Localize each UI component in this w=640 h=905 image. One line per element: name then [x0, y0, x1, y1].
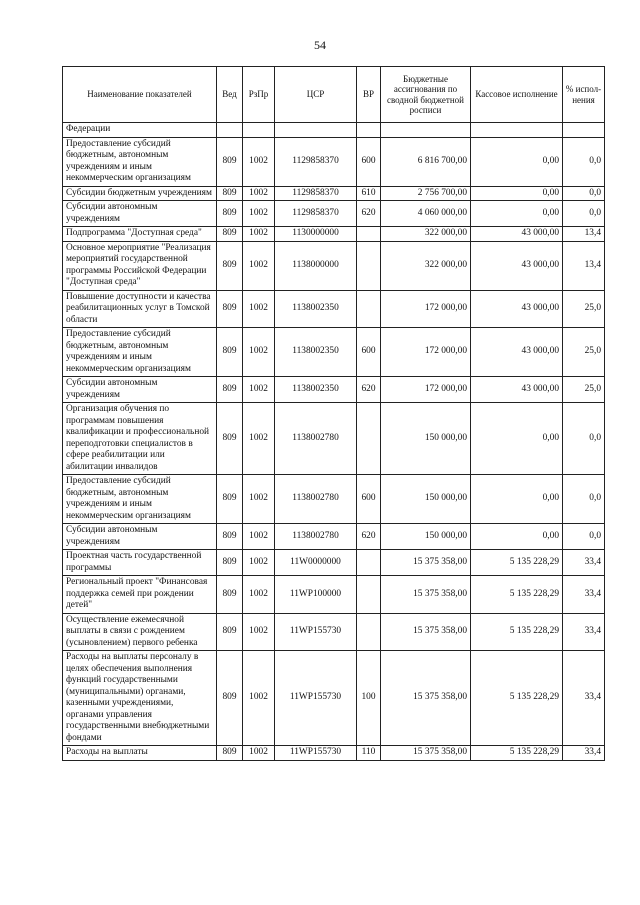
cell-vr: 620: [357, 524, 381, 550]
table-row: [63, 746, 605, 761]
table-row: [63, 186, 605, 201]
table-row: [63, 201, 605, 227]
cell-ved: 809: [217, 550, 243, 576]
table-body: [63, 123, 605, 761]
cell-budget: 15 375 358,00: [381, 746, 471, 761]
cell-cash: 5 135 228,29: [471, 613, 563, 651]
cell-vr: [357, 123, 381, 138]
cell-name: Субсидии бюджетным учреждениям: [63, 186, 217, 201]
table-row: [63, 550, 605, 576]
table-row: [63, 524, 605, 550]
cell-vr: [357, 576, 381, 614]
cell-vr: 600: [357, 475, 381, 524]
cell-ved: 809: [217, 201, 243, 227]
cell-rzpr: 1002: [243, 613, 275, 651]
cell-rzpr: 1002: [243, 576, 275, 614]
page-number: 54: [314, 38, 326, 52]
cell-pct: 33,4: [563, 746, 605, 761]
table-row: [63, 475, 605, 524]
table-row: [63, 403, 605, 475]
cell-rzpr: 1002: [243, 377, 275, 403]
cell-budget: 15 375 358,00: [381, 576, 471, 614]
cell-csr: 1138002780: [275, 524, 357, 550]
cell-pct: 0,0: [563, 475, 605, 524]
table-row: [63, 241, 605, 290]
cell-budget: 15 375 358,00: [381, 550, 471, 576]
cell-budget: 322 000,00: [381, 241, 471, 290]
cell-budget: 150 000,00: [381, 403, 471, 475]
cell-vr: 620: [357, 201, 381, 227]
cell-budget: [381, 123, 471, 138]
table-row: [63, 613, 605, 651]
cell-vr: 620: [357, 377, 381, 403]
cell-name: Организация обучения по программам повышения квалификации и профессиональной переподготовки специалистов в сфере реабилитации или абилитации инвалидов: [63, 403, 217, 475]
cell-cash: 43 000,00: [471, 227, 563, 242]
cell-rzpr: 1002: [243, 227, 275, 242]
cell-budget: 2 756 700,00: [381, 186, 471, 201]
cell-name: Повышение доступности и качества реабилитационных услуг в Томской области: [63, 290, 217, 328]
cell-vr: 600: [357, 328, 381, 377]
cell-csr: 1129858370: [275, 201, 357, 227]
cell-name: Расходы на выплаты: [63, 746, 217, 761]
cell-cash: 0,00: [471, 475, 563, 524]
cell-rzpr: 1002: [243, 746, 275, 761]
cell-budget: 322 000,00: [381, 227, 471, 242]
cell-pct: 13,4: [563, 227, 605, 242]
cell-pct: 25,0: [563, 377, 605, 403]
cell-ved: 809: [217, 746, 243, 761]
cell-ved: 809: [217, 651, 243, 746]
cell-name: Федерации: [63, 123, 217, 138]
header-budget: Бюджетные ассигнования по сводной бюджетной росписи: [381, 67, 471, 123]
cell-cash: 0,00: [471, 201, 563, 227]
cell-rzpr: 1002: [243, 651, 275, 746]
cell-cash: 0,00: [471, 524, 563, 550]
cell-pct: 0,0: [563, 403, 605, 475]
cell-name: Проектная часть государственной программы: [63, 550, 217, 576]
cell-cash: 5 135 228,29: [471, 576, 563, 614]
table-row: [63, 227, 605, 242]
cell-budget: 6 816 700,00: [381, 137, 471, 186]
cell-budget: 150 000,00: [381, 524, 471, 550]
cell-cash: 0,00: [471, 186, 563, 201]
cell-cash: 5 135 228,29: [471, 651, 563, 746]
cell-pct: 25,0: [563, 328, 605, 377]
cell-cash: 0,00: [471, 137, 563, 186]
cell-name: Основное мероприятие "Реализация мероприятий государственной программы Российской Федерации "Доступная среда": [63, 241, 217, 290]
cell-budget: 15 375 358,00: [381, 651, 471, 746]
cell-ved: 809: [217, 241, 243, 290]
cell-pct: 0,0: [563, 201, 605, 227]
cell-rzpr: 1002: [243, 550, 275, 576]
cell-pct: 0,0: [563, 137, 605, 186]
cell-name: Предоставление субсидий бюджетным, автономным учреждениям и иным некоммерческим организациям: [63, 328, 217, 377]
cell-cash: 5 135 228,29: [471, 746, 563, 761]
cell-pct: 33,4: [563, 651, 605, 746]
cell-name: Субсидии автономным учреждениям: [63, 377, 217, 403]
cell-ved: 809: [217, 613, 243, 651]
cell-name: Региональный проект "Финансовая поддержка семей при рождении детей": [63, 576, 217, 614]
cell-rzpr: 1002: [243, 403, 275, 475]
table-row: [63, 123, 605, 138]
cell-pct: 0,0: [563, 186, 605, 201]
cell-vr: [357, 550, 381, 576]
cell-pct: [563, 123, 605, 138]
cell-rzpr: [243, 123, 275, 138]
cell-csr: [275, 123, 357, 138]
cell-vr: [357, 241, 381, 290]
cell-ved: 809: [217, 403, 243, 475]
cell-budget: 172 000,00: [381, 290, 471, 328]
cell-cash: 43 000,00: [471, 241, 563, 290]
table-row: [63, 651, 605, 746]
table-row: [63, 290, 605, 328]
cell-vr: 110: [357, 746, 381, 761]
cell-csr: 11WP155730: [275, 746, 357, 761]
cell-vr: [357, 403, 381, 475]
cell-pct: 33,4: [563, 576, 605, 614]
cell-cash: 43 000,00: [471, 290, 563, 328]
cell-ved: 809: [217, 475, 243, 524]
header-cash: Кассовое исполнение: [471, 67, 563, 123]
cell-ved: 809: [217, 290, 243, 328]
cell-pct: 33,4: [563, 613, 605, 651]
table-row: [63, 377, 605, 403]
cell-csr: 11WP155730: [275, 613, 357, 651]
table-row: [63, 328, 605, 377]
header-vr: ВР: [357, 67, 381, 123]
table-header-row: [63, 67, 605, 123]
cell-budget: 172 000,00: [381, 377, 471, 403]
table-row: [63, 137, 605, 186]
cell-csr: 11W0000000: [275, 550, 357, 576]
cell-rzpr: 1002: [243, 241, 275, 290]
cell-name: Осуществление ежемесячной выплаты в связи с рождением (усыновлением) первого ребенка: [63, 613, 217, 651]
cell-rzpr: 1002: [243, 186, 275, 201]
cell-csr: 1129858370: [275, 137, 357, 186]
cell-csr: 1138002780: [275, 475, 357, 524]
header-rzpr: РзПр: [243, 67, 275, 123]
cell-cash: [471, 123, 563, 138]
header-name: Наименование показателей: [63, 67, 217, 123]
cell-pct: 13,4: [563, 241, 605, 290]
cell-csr: 1138002350: [275, 328, 357, 377]
header-pct: % испол-нения: [563, 67, 605, 123]
cell-csr: 1138002350: [275, 377, 357, 403]
cell-ved: 809: [217, 186, 243, 201]
header-csr: ЦСР: [275, 67, 357, 123]
cell-budget: 15 375 358,00: [381, 613, 471, 651]
cell-name: Предоставление субсидий бюджетным, автономным учреждениям и иным некоммерческим организациям: [63, 137, 217, 186]
cell-rzpr: 1002: [243, 328, 275, 377]
cell-csr: 11WP100000: [275, 576, 357, 614]
cell-name: Субсидии автономным учреждениям: [63, 201, 217, 227]
cell-ved: 809: [217, 377, 243, 403]
cell-name: Предоставление субсидий бюджетным, автономным учреждениям и иным некоммерческим организациям: [63, 475, 217, 524]
cell-rzpr: 1002: [243, 524, 275, 550]
cell-csr: 11WP155730: [275, 651, 357, 746]
budget-execution-table: [62, 66, 605, 761]
cell-budget: 150 000,00: [381, 475, 471, 524]
cell-rzpr: 1002: [243, 475, 275, 524]
cell-pct: 33,4: [563, 550, 605, 576]
cell-vr: 100: [357, 651, 381, 746]
cell-ved: 809: [217, 137, 243, 186]
header-ved: Вед: [217, 67, 243, 123]
cell-budget: 4 060 000,00: [381, 201, 471, 227]
cell-rzpr: 1002: [243, 137, 275, 186]
cell-vr: [357, 290, 381, 328]
cell-ved: 809: [217, 524, 243, 550]
cell-budget: 172 000,00: [381, 328, 471, 377]
cell-ved: [217, 123, 243, 138]
cell-cash: 43 000,00: [471, 377, 563, 403]
cell-csr: 1129858370: [275, 186, 357, 201]
cell-csr: 1130000000: [275, 227, 357, 242]
cell-name: Субсидии автономным учреждениям: [63, 524, 217, 550]
cell-ved: 809: [217, 576, 243, 614]
cell-ved: 809: [217, 328, 243, 377]
cell-rzpr: 1002: [243, 290, 275, 328]
cell-name: Расходы на выплаты персоналу в целях обеспечения выполнения функций государственными (муниципальными) органами, казенными учреждениями, органами управления государственными внебюджетными фондами: [63, 651, 217, 746]
cell-pct: 0,0: [563, 524, 605, 550]
cell-name: Подпрограмма "Доступная среда": [63, 227, 217, 242]
cell-vr: 610: [357, 186, 381, 201]
table-row: [63, 576, 605, 614]
cell-pct: 25,0: [563, 290, 605, 328]
cell-csr: 1138002780: [275, 403, 357, 475]
cell-csr: 1138002350: [275, 290, 357, 328]
cell-vr: [357, 613, 381, 651]
cell-vr: [357, 227, 381, 242]
cell-rzpr: 1002: [243, 201, 275, 227]
cell-vr: 600: [357, 137, 381, 186]
cell-csr: 1138000000: [275, 241, 357, 290]
cell-cash: 0,00: [471, 403, 563, 475]
cell-cash: 43 000,00: [471, 328, 563, 377]
cell-ved: 809: [217, 227, 243, 242]
cell-cash: 5 135 228,29: [471, 550, 563, 576]
